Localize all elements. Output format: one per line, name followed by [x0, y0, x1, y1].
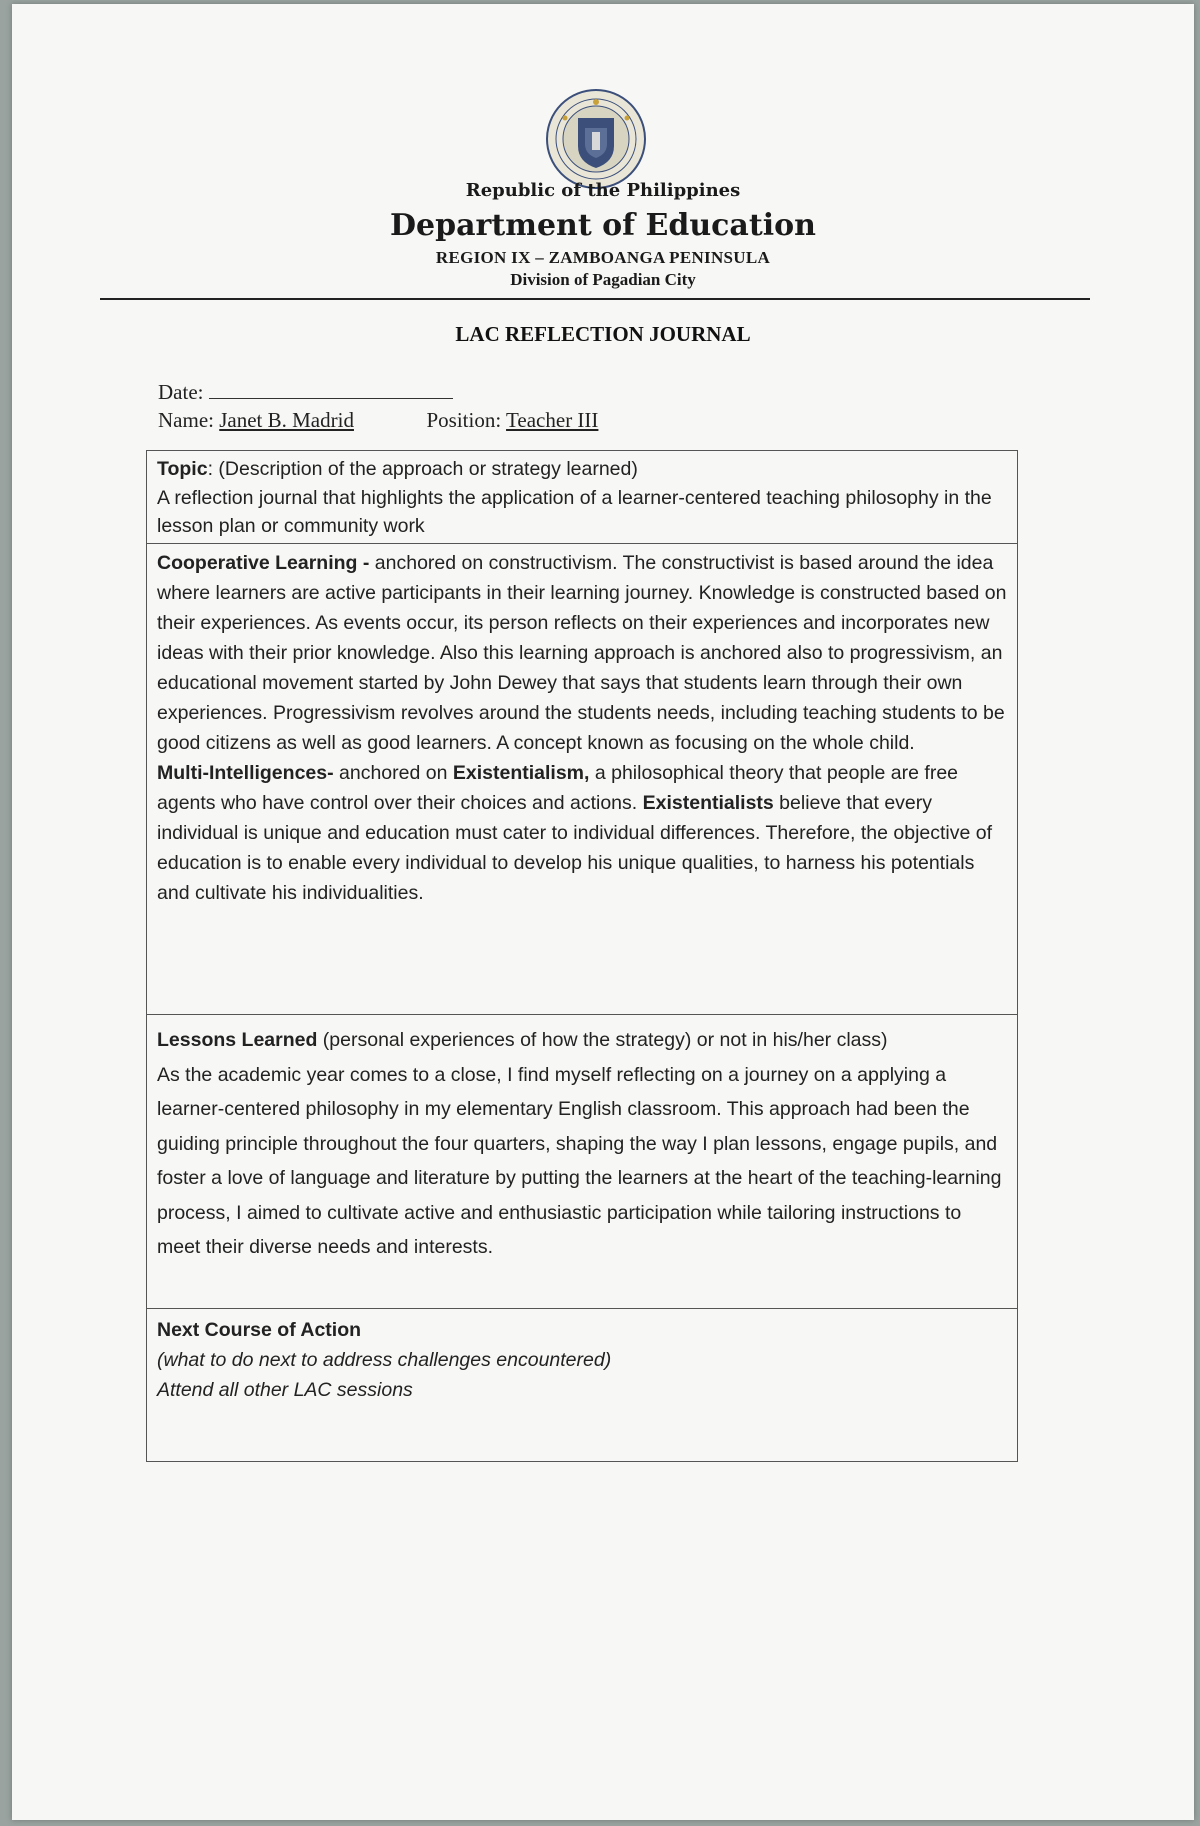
reflection-table — [146, 450, 1018, 1462]
name-row — [158, 408, 598, 433]
next-action-text: Attend all other LAC sessions — [157, 1379, 413, 1401]
next-action-hint: (what to do next to address challenges encountered) — [157, 1349, 612, 1371]
republic-heading: Republic of the Philippines — [465, 180, 741, 201]
position-value: Teacher III — [506, 408, 599, 432]
lessons-label: Lessons Learned — [157, 1029, 318, 1051]
multi-bold-a: Existentialism, — [452, 762, 590, 784]
multi-text-a: anchored on — [333, 762, 453, 784]
name-label: Name: — [158, 408, 214, 432]
topic-hint: : (Description of the approach or strategy learned) — [207, 458, 638, 480]
division-heading: Division of Pagadian City — [510, 270, 696, 289]
deped-seal-logo — [545, 88, 647, 190]
multi-text-b: a philosophical theory that people are free agents who have control over their choices and actions. — [157, 762, 959, 814]
lessons-text: As the academic year comes to a close, I find myself reflecting on a journey on a applying a learner-centered philosophy in my elementary English classroom. This approach had been the guiding principle throughout the four quarters, shaping the way I plan lessons, engage pupils, and foster a love of language and literature by putting the learners at the heart of the teaching-learning process, I aimed to cultivate active and enthusiastic participation while tailoring instructions to meet their diverse needs and interests. — [157, 1063, 1002, 1258]
name-value: Janet B. Madrid — [219, 408, 354, 432]
coop-text: anchored on constructivism. The constructivist is based around the idea where learners are active participants in their learning journey. Knowledge is constructed based on their experiences. As events occur, its person reflects on their experiences and incorporates new ideas with their prior knowledge. Also this learning approach is anchored also to progressivism, an educational movement started by John Dewey that says that students learn through their own experiences. Progressivism revolves around the students needs, including teaching students to be good citizens as well as good learners. A concept known as focusing on the whole child. — [157, 552, 1007, 754]
multi-text-c: believe that every individual is unique and education must cater to individual differences. Therefore, the objective of education is to enable every individual to develop his unique qualities, to harness his potentials and cultivate his individualities. — [157, 792, 993, 904]
multi-label: Multi-Intelligences- — [157, 762, 334, 784]
form-title: LAC REFLECTION JOURNAL — [455, 322, 751, 346]
document-page — [12, 4, 1194, 1820]
date-field — [209, 380, 453, 399]
next-action-label: Next Course of Action — [157, 1319, 362, 1341]
date-row — [158, 380, 453, 405]
position-label: Position: — [426, 408, 502, 432]
topic-text: A reflection journal that highlights the application of a learner-centered teaching philosophy in the lesson plan or community work — [157, 486, 992, 537]
topic-label: Topic — [157, 458, 208, 480]
approaches-cell — [147, 544, 1017, 1015]
multi-bold-b: Existentialists — [642, 792, 774, 814]
topic-cell — [147, 451, 1017, 544]
date-label: Date: — [158, 380, 204, 404]
lessons-cell — [147, 1015, 1017, 1309]
department-heading: Department of Education — [390, 208, 816, 243]
header-divider — [100, 298, 1090, 300]
coop-label: Cooperative Learning - — [157, 552, 370, 574]
next-action-cell — [147, 1309, 1017, 1461]
region-heading: REGION IX – ZAMBOANGA PENINSULA — [435, 248, 771, 267]
lessons-hint: (personal experiences of how the strategy) or not in his/her class) — [317, 1029, 888, 1051]
